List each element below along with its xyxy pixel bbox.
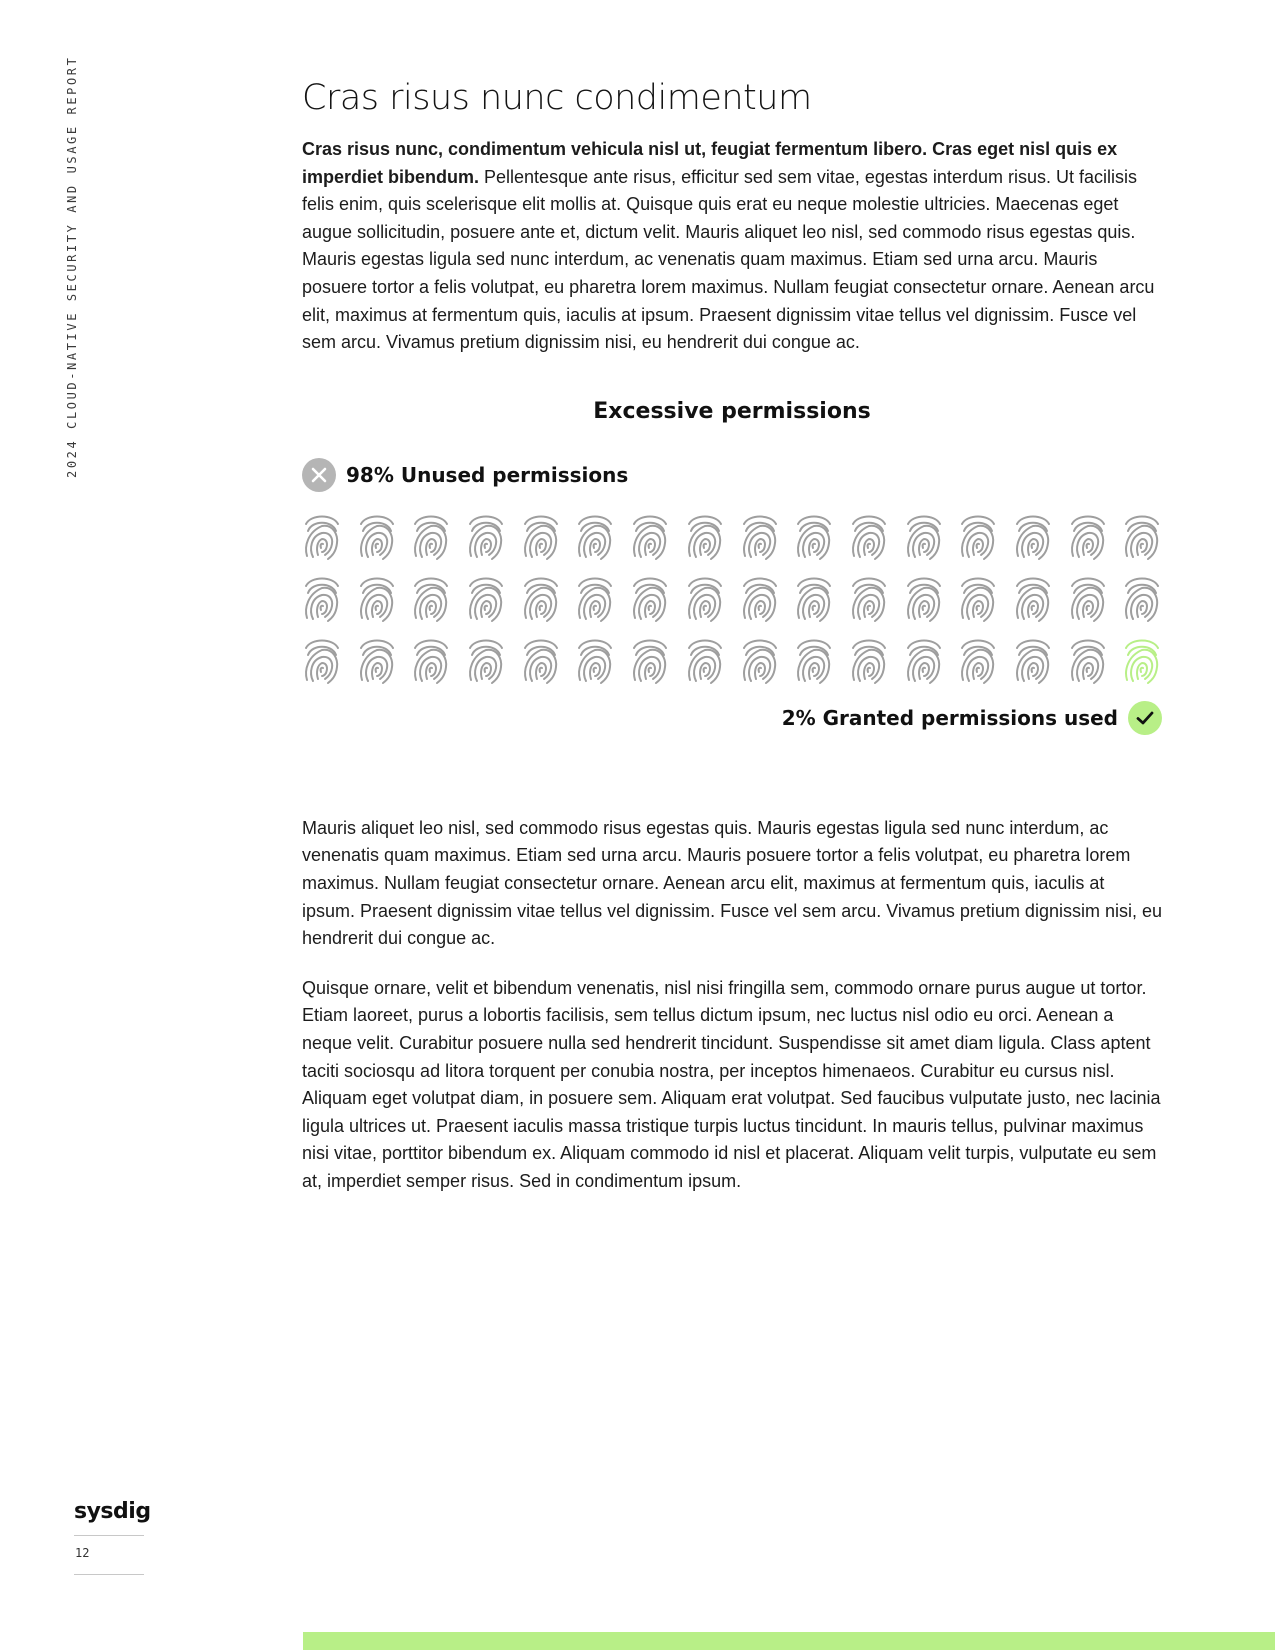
fingerprint-icon (521, 574, 561, 624)
fingerprint-icon (849, 636, 889, 686)
fingerprint-icon (794, 636, 834, 686)
fingerprint-icon (904, 574, 944, 624)
fingerprint-icon (1122, 512, 1162, 562)
fingerprint-icon (630, 512, 670, 562)
fingerprint-icon (1013, 574, 1053, 624)
fingerprint-icon (958, 574, 998, 624)
unused-legend (302, 457, 1162, 493)
used-legend (302, 700, 1162, 736)
fingerprint-icon (685, 574, 725, 624)
accent-bar (303, 1632, 1275, 1650)
sysdig-logo: sysdig (74, 1499, 151, 1524)
excessive-permissions-figure (302, 397, 1162, 757)
page-number: 12 (75, 1546, 90, 1560)
fingerprint-icon (466, 574, 506, 624)
fingerprint-icon (1068, 636, 1108, 686)
fingerprint-icon (794, 574, 834, 624)
fingerprint-icon (958, 512, 998, 562)
close-icon (302, 458, 336, 492)
fingerprint-grid (302, 512, 1162, 686)
fingerprint-icon (904, 636, 944, 686)
fingerprint-icon (302, 574, 342, 624)
fingerprint-icon (685, 512, 725, 562)
fingerprint-icon (575, 512, 615, 562)
footer-divider-top (74, 1535, 144, 1536)
fingerprint-icon (411, 512, 451, 562)
fingerprint-icon (630, 636, 670, 686)
fingerprint-icon (357, 512, 397, 562)
fingerprint-icon (411, 574, 451, 624)
page-title: Cras risus nunc condimentum (302, 78, 812, 118)
fingerprint-icon (521, 636, 561, 686)
fingerprint-icon (740, 512, 780, 562)
fingerprint-icon (1013, 636, 1053, 686)
fingerprint-icon (630, 574, 670, 624)
check-icon (1128, 701, 1162, 735)
fingerprint-icon (466, 636, 506, 686)
fingerprint-icon (740, 574, 780, 624)
fingerprint-icon (357, 574, 397, 624)
unused-permissions-label: 98% Unused permissions (346, 462, 629, 487)
main-content (302, 74, 1162, 1195)
footer-divider-bottom (74, 1574, 144, 1575)
body-paragraph-2: Quisque ornare, velit et bibendum venenatis, nisl nisi fringilla sem, commodo ornare purus augue ut tortor. Etiam laoreet, purus a lobortis facilisis, sem tellus dictum ipsum, nec luctus nisl odio eu orci. Aenean a neque velit. Curabitur posuere nulla sed hendrerit tincidunt. Suspendisse sit amet diam ligula. Class aptent taciti sociosqu ad litora torquent per conubia nostra, per inceptos himenaeos. Curabitur eu cursus nisl. Aliquam eget volutpat diam, in posuere sem. Aliquam erat volutpat. Sed faucibus vulputate justo, nec lacinia ligula ultrices ut. Praesent iaculis massa tristique turpis luctus tincidunt. In mauris tellus, pulvinar maximus nisi vitae, porttitor bibendum ex. Aliquam commodo id nisl et placerat. Aliquam velit turpis, vulputate eu sem at, imperdiet semper risus. Sed in condimentum ipsum. (302, 977, 1161, 1191)
fingerprint-icon (849, 574, 889, 624)
fingerprint-icon (521, 512, 561, 562)
report-side-label: 2024 CLOUD-NATIVE SECURITY AND USAGE REPORT (65, 55, 79, 478)
fingerprint-icon (411, 636, 451, 686)
fingerprint-icon (1122, 574, 1162, 624)
fingerprint-icon (904, 512, 944, 562)
fingerprint-icon (685, 636, 725, 686)
fingerprint-icon (849, 512, 889, 562)
fingerprint-icon (794, 512, 834, 562)
intro-body: Pellentesque ante risus, efficitur sed sem vitae, egestas interdum risus. Ut facilisis felis enim, quis scelerisque elit mollis at. Quisque quis erat eu neque molestie ultricies. Maecenas eget augue sollicitudin, posuere ante et, dictum velit. Mauris aliquet leo nisl, sed commodo risus egestas quis. Mauris egestas ligula sed nunc interdum, ac venenatis quam maximus. Etiam sed urna arcu. Mauris posuere tortor a felis volutpat, eu pharetra lorem maximus. Nullam feugiat consectetur ornare. Aenean arcu elit, maximus at fermentum quis, iaculis at ipsum. Praesent dignissim vitae tellus vel dignissim. Fusce vel sem arcu. Vivamus pretium dignissim nisi, eu hendrerit dui congue ac. (302, 166, 1155, 353)
used-permissions-label: 2% Granted permissions used (781, 705, 1118, 730)
fingerprint-icon (357, 636, 397, 686)
fingerprint-icon (1013, 512, 1053, 562)
fingerprint-icon (466, 512, 506, 562)
fingerprint-icon-used (1122, 636, 1162, 686)
fingerprint-icon (1068, 574, 1108, 624)
fingerprint-icon (302, 512, 342, 562)
fingerprint-icon (302, 636, 342, 686)
body-paragraph-1: Mauris aliquet leo nisl, sed commodo risus egestas quis. Mauris egestas ligula sed nunc interdum, ac venenatis quam maximus. Etiam sed urna arcu. Mauris posuere tortor a felis volutpat, eu pharetra lorem maximus. Nullam feugiat consectetur ornare. Aenean arcu elit, maximus at fermentum quis, iaculis at ipsum. Praesent dignissim vitae tellus vel dignissim. Fusce vel sem arcu. Vivamus pretium dignissim nisi, eu hendrerit dui congue ac. (302, 817, 1162, 949)
fingerprint-icon (740, 636, 780, 686)
intro-lead: Cras risus nunc, condimentum vehicula nisl ut, feugiat fermentum libero. Cras eget nisl quis ex imperdiet bibendum. (302, 139, 1118, 187)
fingerprint-icon (958, 636, 998, 686)
fingerprint-icon (575, 574, 615, 624)
intro-paragraph (302, 136, 1162, 357)
fingerprint-icon (575, 636, 615, 686)
figure-title: Excessive permissions (593, 398, 871, 424)
fingerprint-icon (1068, 512, 1108, 562)
